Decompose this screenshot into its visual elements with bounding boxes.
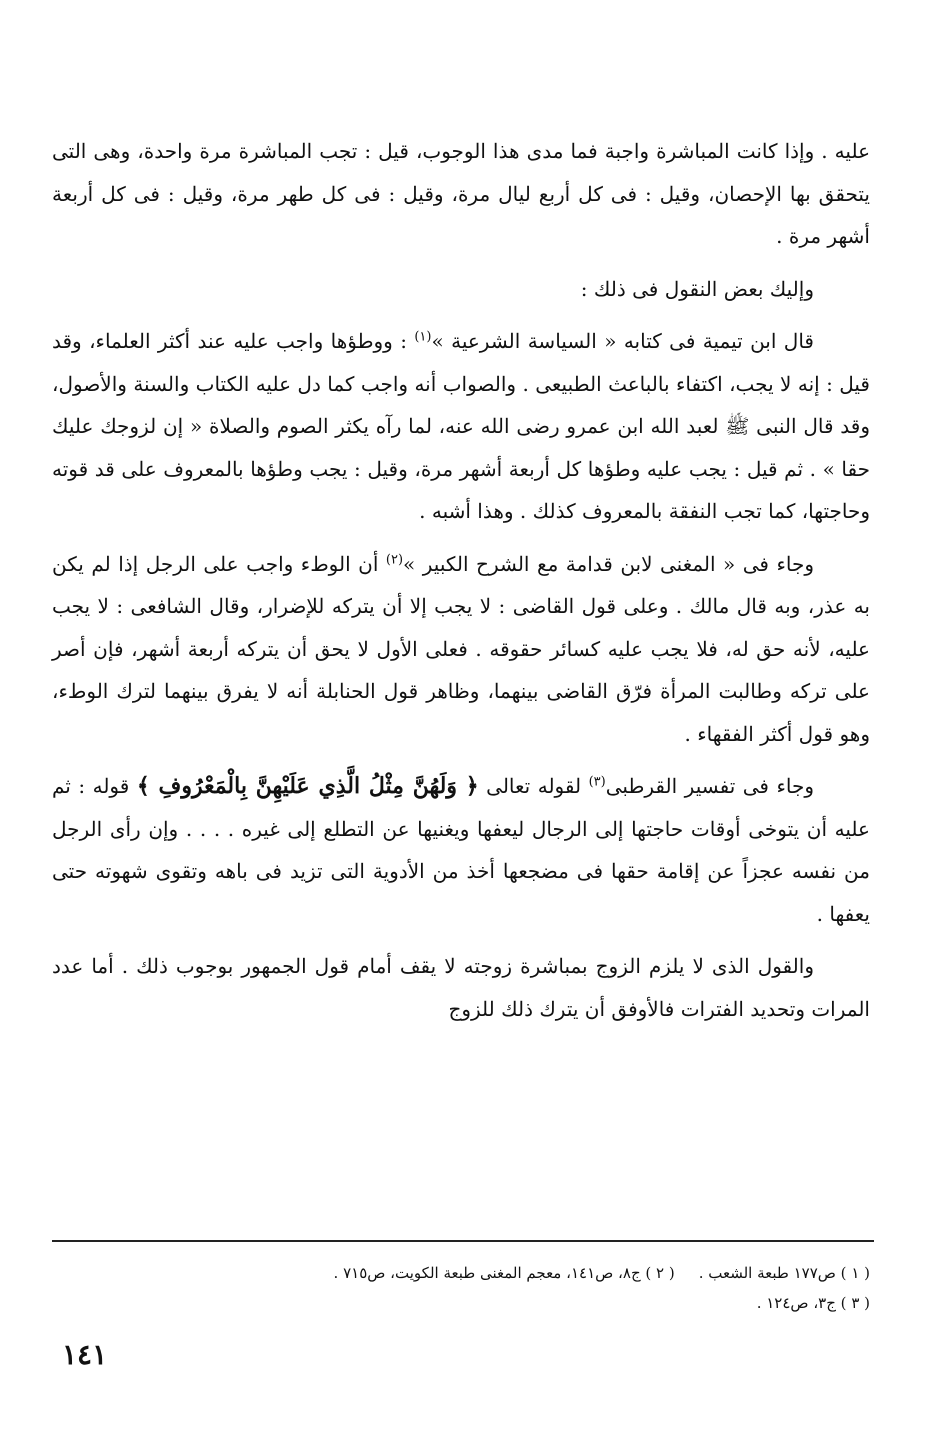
footnote-1: ( ١ ) ص١٧٧ طبعة الشعب . <box>698 1264 870 1282</box>
footnote-line-1 <box>52 1258 870 1288</box>
paragraph-2: وإليك بعض النقول فى ذلك : <box>580 276 814 301</box>
footnote-2: ( ٢ ) ج٨، ص١٤١، معجم المغنى طبعة الكويت، ص٧١٥ . <box>333 1264 675 1282</box>
paragraph-5-part-c: قوله : ثم عليه أن يتوخى أوقات حاجتها إلى الرجال ليعفها ويغنيها عن التطلع إلى غيره . . . . وإن رأى الرجل من نفسه عجزاً عن إقامة حقها فى مضجعها أخذ من الأدوية التى تزيد فى باهه وتقوى شهوته حتى يعفها . <box>52 774 870 926</box>
paragraph-1: عليه . وإذا كانت المباشرة واجبة فما مدى هذا الوجوب، قيل : تجب المباشرة مرة واحدة، وهى التى يتحقق بها الإحصان، وقيل : فى كل أربع ليال مرة، وقيل : فى كل طهر مرة، وقيل : فى كل أربعة أشهر مرة . <box>52 139 870 248</box>
paragraph-5-part-b: لقوله تعالى <box>478 774 589 798</box>
quran-verse: ﴿ وَلَهُنَّ مِثْلُ الَّذِي عَلَيْهِنَّ بِالْمَعْرُوفِ ﴾ <box>136 773 479 799</box>
footnote-3: ( ٣ ) ج٣، ص١٢٤ . <box>756 1294 870 1312</box>
paragraph-5-part-a: وجاء فى تفسير القرطبى <box>605 774 814 798</box>
footnotes <box>52 1258 870 1318</box>
paragraph-6: والقول الذى لا يلزم الزوج بمباشرة زوجته لا يقف أمام قول الجمهور بوجوب ذلك . أما عدد المرات وتحديد الفترات فالأوفق أن يترك ذلك للزوج <box>52 954 870 1021</box>
paragraph-5 <box>52 765 870 935</box>
paragraph-3-part-a: قال ابن تيمية فى كتابه « السياسة الشرعية » <box>431 329 814 353</box>
paragraph-4-part-a: وجاء فى « المغنى لابن قدامة مع الشرح الكبير » <box>403 551 814 576</box>
footnote-ref-3: (٣) <box>588 774 606 790</box>
page-number: ١٤١ <box>62 1338 108 1371</box>
main-text <box>52 130 870 1040</box>
paragraph-3 <box>52 320 870 533</box>
footnote-line-2 <box>52 1288 870 1318</box>
paragraph-3-part-b: : ووطؤها واجب عليه عند أكثر العلماء، وقد قيل : إنه لا يجب، اكتفاء بالباعث الطبيعى . والصواب أنه واجب كما دل عليه الكتاب والسنة والأصول، وقد قال النبى ﷺ لعبد الله ابن عمرو رضى الله عنه، لما رآه يكثر الصوم والصلاة « إن لزوجك عليك حقا » . ثم قيل : يجب عليه وطؤها كل أربعة أشهر مرة، وقيل : يجب وطؤها بالمعروف على قد قوته وحاجتها، كما تجب النفقة بالمعروف كذلك . وهذا أشبه . <box>52 329 870 523</box>
footnote-ref-1: (١) <box>414 329 432 345</box>
footnote-ref-2: (٢) <box>385 551 404 567</box>
paragraph-4-part-b: أن الوطء واجب على الرجل إذا لم يكن به عذر، وبه قال مالك . وعلى قول القاضى : لا يجب إلا أن يتركه للإضرار، وقال الشافعى : لا يجب عليه، لأنه حق له، فلا يجب عليه كسائر حقوقه . فعلى الأول لا يحق أن يتركه أربعة أشهر، فإن أصر على تركه وطالبت المرأة فرّق القاضى بينهما، وظاهر قول الحنابلة أنه لا يفرق بينهما لترك الوطء، وهو قول أكثر الفقهاء . <box>52 551 870 746</box>
footnote-divider <box>52 1240 874 1242</box>
paragraph-4 <box>52 543 870 756</box>
